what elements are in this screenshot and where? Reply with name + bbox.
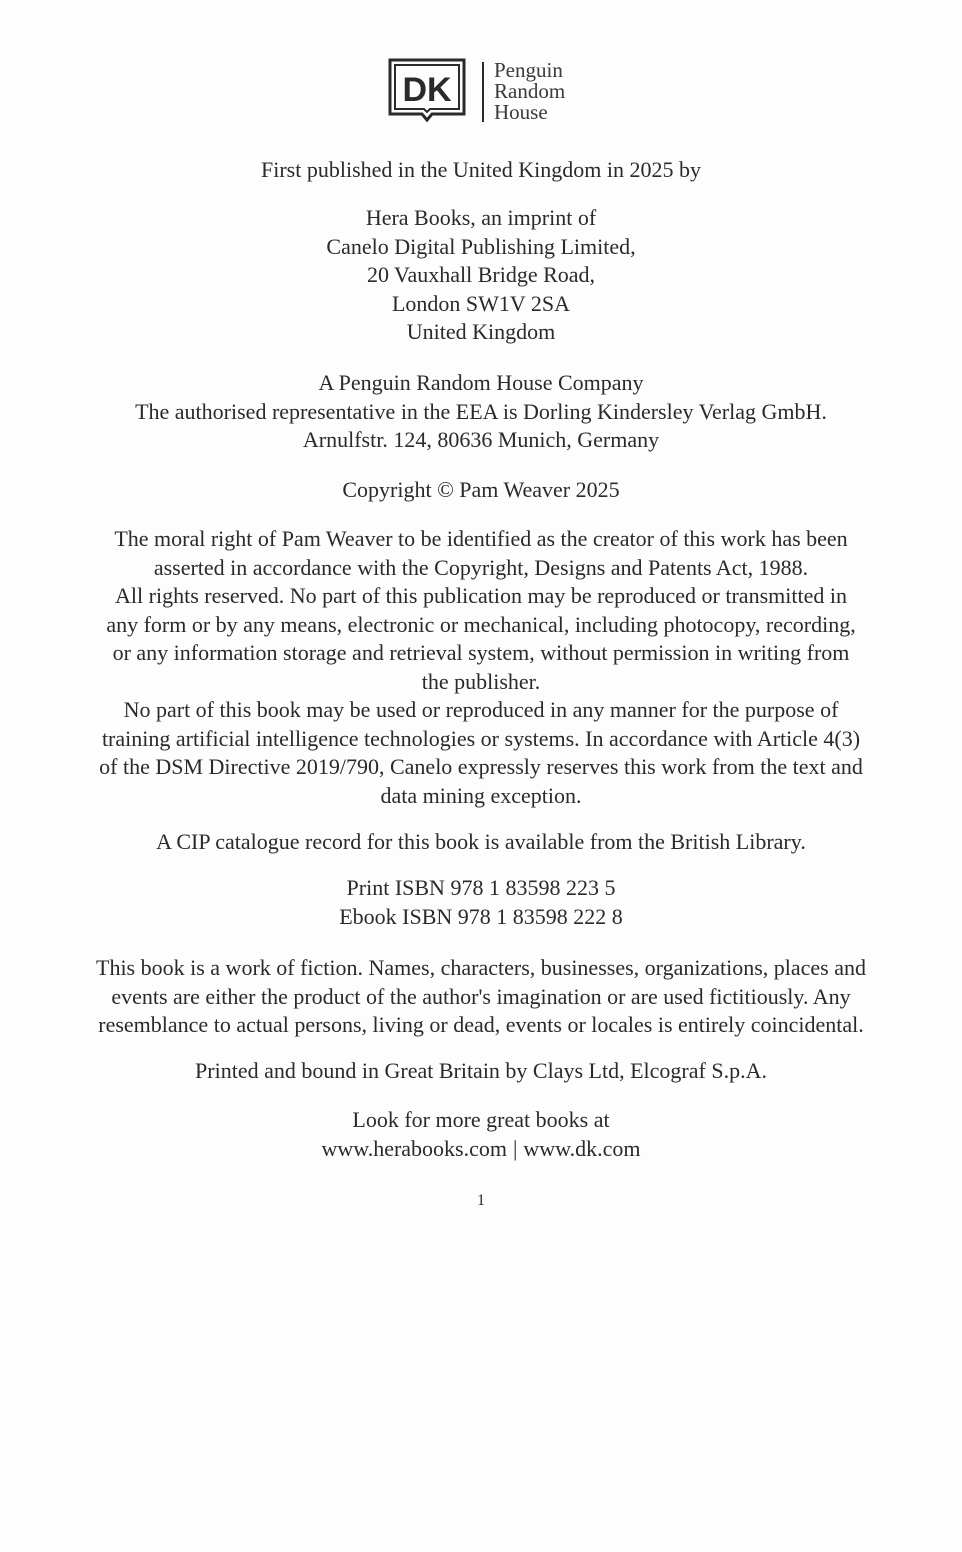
- page-number-value: 1: [477, 1192, 485, 1209]
- dk-logo-icon: [388, 58, 468, 128]
- fiction-disclaimer: [0, 954, 962, 1040]
- legal-line: data mining exception.: [380, 782, 582, 808]
- fiction-line: resemblance to actual persons, living or dead, events or locales is entirely coincidental.: [98, 1012, 864, 1037]
- legal-line: asserted in accordance with the Copyright, Designs and Patents Act, 1988.: [153, 554, 809, 580]
- prh-line: House: [494, 100, 548, 124]
- isbn-list: [0, 874, 962, 931]
- logo-divider: [482, 62, 484, 122]
- address-line: 20 Vauxhall Bridge Road,: [366, 262, 596, 287]
- fiction-line: events are either the product of the author's imagination or are used fictitiously. Any: [111, 983, 851, 1009]
- address-line: Hera Books, an imprint of: [365, 205, 597, 230]
- printer-info: [0, 1057, 962, 1086]
- legal-line: The moral right of Pam Weaver to be identified as the creator of this work has been: [114, 526, 848, 551]
- more-books-intro: Look for more great books at: [352, 1107, 610, 1132]
- penguin-random-house-wordmark: [494, 60, 565, 123]
- company-info: [0, 369, 962, 455]
- publisher-address: [0, 204, 962, 347]
- copyright-notice: [0, 476, 962, 505]
- isbn-line: Print ISBN 978 1 83598 223 5: [346, 875, 616, 900]
- address-line: Canelo Digital Publishing Limited,: [326, 233, 636, 259]
- legal-line: of the DSM Directive 2019/790, Canelo expressly reserves this work from the text and: [99, 754, 863, 779]
- page-number: [0, 1187, 962, 1216]
- website-links: [0, 1135, 962, 1164]
- legal-line: or any information storage and retrieval system, without permission in writing from: [112, 640, 850, 665]
- company-line: A Penguin Random House Company: [318, 370, 644, 395]
- copyright-line: Copyright © Pam Weaver 2025: [342, 477, 620, 502]
- herabooks-link[interactable]: www.herabooks.com: [321, 1135, 507, 1161]
- legal-line: All rights reserved. No part of this publication may be reproduced or transmitted in: [115, 583, 847, 608]
- address-line: United Kingdom: [406, 319, 556, 344]
- legal-line: No part of this book may be used or reproduced in any manner for the purpose of: [123, 697, 839, 722]
- legal-line: the publisher.: [421, 668, 541, 694]
- prh-line: Random: [494, 79, 566, 103]
- fiction-line: This book is a work of fiction. Names, characters, businesses, organizations, places and: [96, 955, 866, 980]
- printer-line: Printed and bound in Great Britain by Clays Ltd, Elcograf S.p.A.: [195, 1058, 767, 1083]
- dk-logo-letters: DK: [402, 71, 452, 109]
- legal-line: training artificial intelligence technologies or systems. In accordance with Article 4(3): [101, 725, 861, 751]
- first-published-line: First published in the United Kingdom in 2025 by: [261, 157, 701, 182]
- publisher-logo: [388, 58, 565, 130]
- address-line: London SW1V 2SA: [391, 290, 571, 316]
- company-line: Arnulfstr. 124, 80636 Munich, Germany: [302, 427, 660, 452]
- dk-link[interactable]: www.dk.com: [523, 1135, 641, 1161]
- isbn-line: Ebook ISBN 978 1 83598 222 8: [339, 903, 623, 929]
- link-separator: |: [513, 1135, 518, 1161]
- more-books: [0, 1106, 962, 1163]
- prh-line: Penguin: [494, 58, 563, 82]
- cip-line: A CIP catalogue record for this book is available from the British Library.: [156, 829, 806, 854]
- legal-notice: [0, 525, 962, 810]
- legal-line: any form or by any means, electronic or mechanical, including photocopy, recording,: [106, 611, 856, 637]
- company-line: The authorised representative in the EEA is Dorling Kindersley Verlag GmbH.: [135, 398, 827, 424]
- cip-record: [0, 828, 962, 857]
- first-published: [0, 156, 962, 185]
